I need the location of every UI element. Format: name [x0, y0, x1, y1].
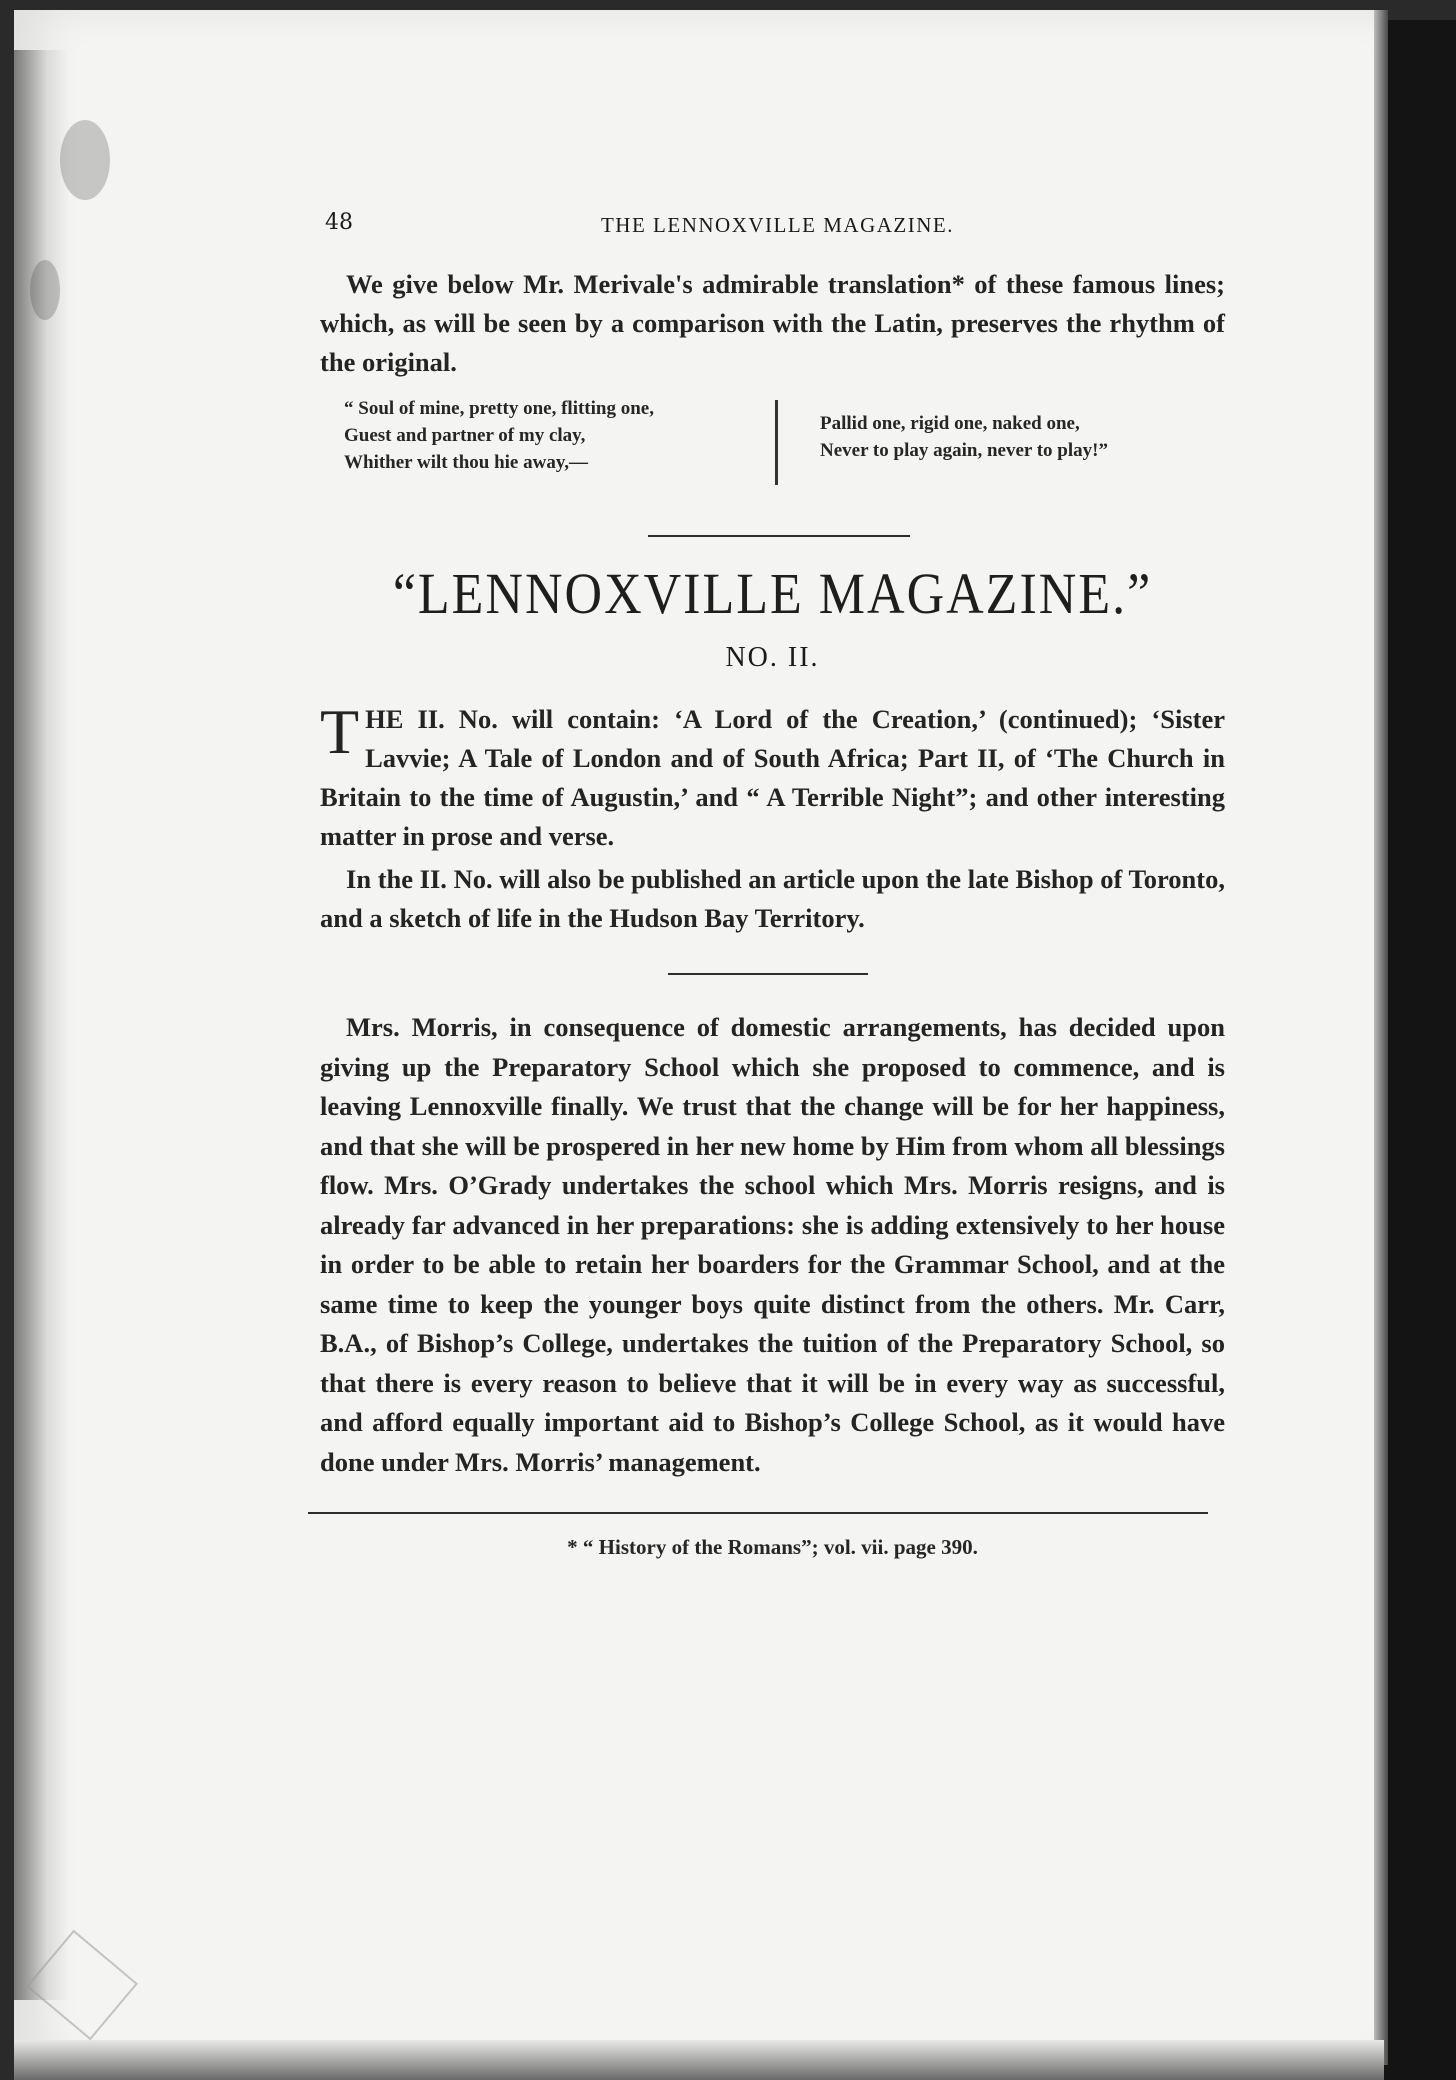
- poem-line: “ Soul of mine, pretty one, flitting one,: [344, 398, 654, 419]
- stain-mark: [30, 260, 60, 320]
- book-spine: [1380, 20, 1456, 2080]
- section-rule: [648, 535, 910, 537]
- section-rule: [668, 973, 868, 975]
- running-head: THE LENNOXVILLE MAGAZINE.: [600, 213, 954, 237]
- page-number: 48: [325, 210, 353, 235]
- notice-paragraph-2: In the II. No. will also be published an article upon the late Bishop of Toronto, and a sketch of life in the Hudson Bay Territory.: [320, 864, 1225, 933]
- notice-text: HE II. No. will contain: ‘A Lord of the Creation,’ (continued); ‘Sister Lavvie; A Tale of London and of South Africa; Part II, of ‘The Church in Britain to the time of Augustin,’ and “ A Terrible Night”; and other interesting matter in prose and verse.: [320, 704, 1225, 851]
- poem-line: Guest and partner of my clay,: [344, 425, 586, 446]
- stain-mark: [60, 120, 110, 200]
- intro-paragraph: We give below Mr. Merivale's admirable translation* of these famous lines; which, as will be seen by a comparison with the Latin, preserves the rhythm of the original.: [320, 269, 1225, 377]
- gutter-shadow: [14, 50, 69, 2000]
- drop-cap: T: [320, 696, 360, 767]
- footnote-rule: [308, 1512, 1208, 1514]
- morris-paragraph: Mrs. Morris, in consequence of domestic arrangements, has decided upon giving up the Preparatory School which she proposed to commence, and is leaving Lennoxville finally. We trust that the change will be for her happiness, and that she will be prospered in her new home by Him from whom all blessings flow. Mrs. O’Grady undertakes the school which Mrs. Morris resigns, and is already far advanced in her preparations: she is adding extensively to her house in order to be able to retain her boarders for the Grammar School, and at the same time to keep the younger boys quite distinct from the others. Mr. Carr, B.A., of Bishop’s College, undertakes the tuition of the Preparatory School, so that there is every reason to believe that it will be in every way as successful, and afford equally important aid to Bishop’s College School, as it would have done under Mrs. Morris’ management.: [320, 1012, 1225, 1477]
- notice-title: “LENNOXVILLE MAGAZINE.”: [392, 562, 1153, 627]
- poem-right-column: [820, 410, 1200, 464]
- page-header: [325, 210, 1230, 250]
- page-bottom-edge: [14, 2040, 1384, 2080]
- notice-paragraph: [320, 696, 1225, 856]
- page-edge: [1374, 10, 1388, 2065]
- issue-number: NO. II.: [725, 642, 820, 673]
- footnote: * “ History of the Romans”; vol. vii. page 390.: [567, 1535, 978, 1559]
- poem-divider: [775, 400, 778, 485]
- poem-line: Pallid one, rigid one, naked one,: [820, 413, 1080, 434]
- poem-line: Whither wilt thou hie away,—: [344, 452, 589, 473]
- poem-left-column: [344, 395, 754, 476]
- poem-line: Never to play again, never to play!”: [820, 440, 1108, 461]
